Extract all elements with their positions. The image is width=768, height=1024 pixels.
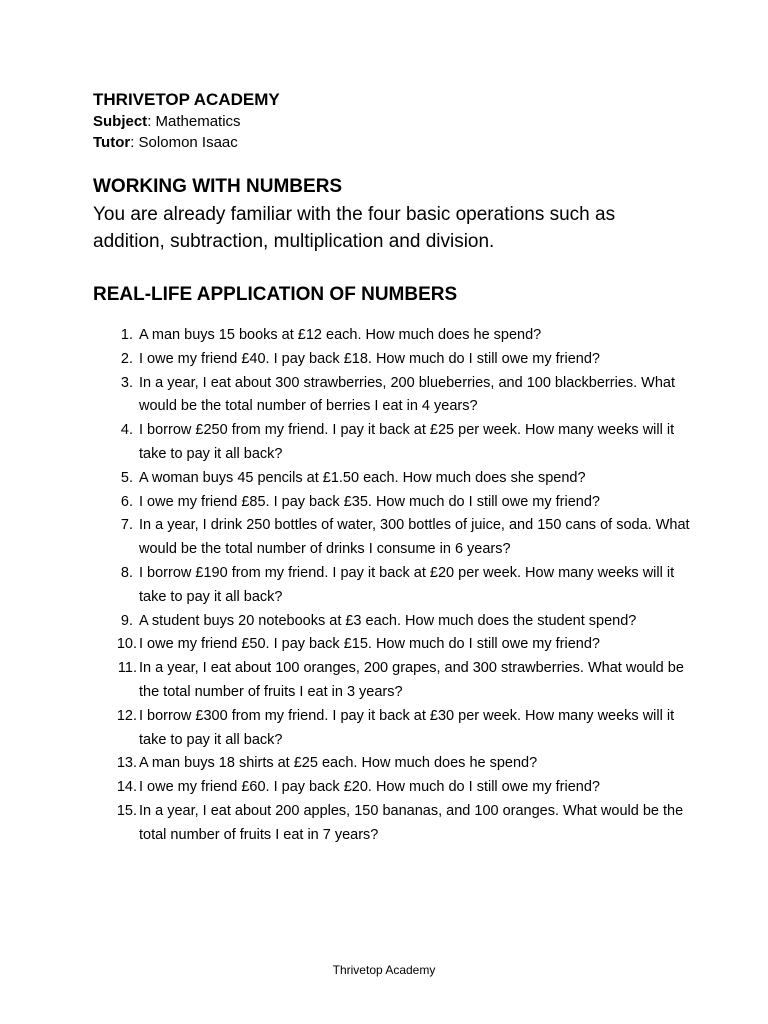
- page-footer: Thrivetop Academy: [332, 963, 436, 977]
- question-number: 14.: [116, 779, 137, 796]
- question-text: I owe my friend £60. I pay back £20. How much do I still owe my friend?: [139, 779, 600, 796]
- question-list: [93, 324, 693, 848]
- question-item: [93, 372, 693, 420]
- question-item: [93, 800, 693, 848]
- question-text: I borrow £250 from my friend. I pay it back at £25 per week. How many weeks will it take to pay it all back?: [139, 422, 675, 462]
- question-number: 1.: [120, 327, 133, 343]
- question-item: [93, 324, 693, 348]
- question-text: In a year, I drink 250 bottles of water, 300 bottles of juice, and 150 cans of soda. What would be the total number of drinks I consume in 6 years?: [139, 517, 690, 558]
- question-number: 4.: [120, 422, 133, 439]
- question-item: [93, 633, 693, 657]
- question-text: A man buys 18 shirts at £25 each. How much does he spend?: [139, 755, 538, 772]
- tutor-label: Tutor: [93, 134, 131, 151]
- question-number: 5.: [120, 469, 133, 486]
- question-number: 13.: [116, 755, 137, 772]
- question-text: I borrow £190 from my friend. I pay it back at £20 per week. How many weeks will it take to pay it all back?: [139, 564, 675, 605]
- intro-paragraph: You are already familiar with the four basic operations such as addition, subtraction, multiplication and division.: [93, 204, 616, 252]
- subject-value: : Mathematics: [147, 113, 241, 130]
- question-number: 3.: [120, 374, 133, 391]
- question-item: [93, 752, 693, 776]
- section-title-working-with-numbers: WORKING WITH NUMBERS: [93, 176, 343, 197]
- question-number: 8.: [120, 564, 133, 581]
- question-text: In a year, I eat about 200 apples, 150 bananas, and 100 oranges. What would be the total number of fruits I eat in 7 years?: [139, 802, 684, 843]
- question-number: 6.: [120, 493, 133, 510]
- question-number: 11.: [117, 660, 137, 677]
- question-text: I borrow £300 from my friend. I pay it back at £30 per week. How many weeks will it take to pay it all back?: [139, 707, 675, 748]
- question-text: A man buys 15 books at £12 each. How much does he spend?: [139, 327, 542, 343]
- question-item: [93, 467, 693, 491]
- question-number: 10.: [116, 636, 137, 653]
- question-item: [93, 776, 693, 800]
- subject-line: [93, 111, 693, 132]
- question-item: [93, 657, 693, 705]
- question-item: [93, 514, 693, 562]
- section-title-real-life-application: REAL-LIFE APPLICATION OF NUMBERS: [93, 284, 458, 305]
- tutor-value: : Solomon Isaac: [130, 134, 238, 151]
- question-text: I owe my friend £50. I pay back £15. How much do I still owe my friend?: [139, 636, 600, 653]
- question-text: A student buys 20 notebooks at £3 each. How much does the student spend?: [139, 612, 637, 629]
- question-number: 12.: [116, 707, 137, 724]
- question-number: 2.: [120, 350, 133, 367]
- question-text: A woman buys 45 pencils at £1.50 each. How much does she spend?: [139, 469, 586, 486]
- question-item: [93, 562, 693, 610]
- question-text: In a year, I eat about 300 strawberries, 200 blueberries, and 100 blackberries. What would be the total number of berries I eat in 4 years?: [139, 374, 676, 415]
- question-number: 9.: [120, 612, 133, 629]
- academy-name: THRIVETOP ACADEMY: [93, 90, 280, 109]
- question-item: [93, 610, 693, 634]
- question-item: [93, 491, 693, 515]
- question-number: 15.: [116, 802, 137, 819]
- subject-label: Subject: [93, 113, 148, 130]
- question-text: I owe my friend £40. I pay back £18. How much do I still owe my friend?: [139, 350, 600, 367]
- question-item: [93, 348, 693, 372]
- tutor-line: [93, 132, 693, 153]
- question-number: 7.: [120, 517, 133, 534]
- question-text: I owe my friend £85. I pay back £35. How much do I still owe my friend?: [139, 493, 600, 510]
- question-text: In a year, I eat about 100 oranges, 200 grapes, and 300 strawberries. What would be the total number of fruits I eat in 3 years?: [139, 660, 684, 700]
- document-header: [93, 89, 693, 153]
- question-item: [93, 705, 693, 753]
- question-item: [93, 419, 693, 467]
